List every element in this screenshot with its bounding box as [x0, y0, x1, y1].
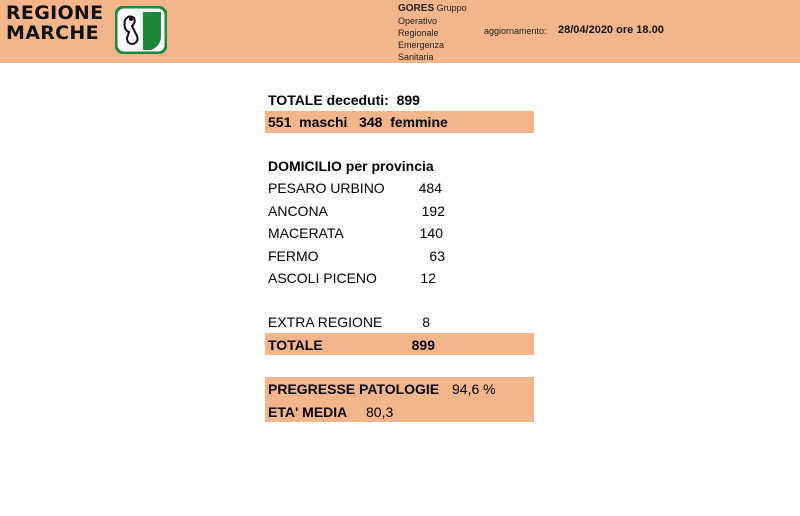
males-label: maschi: [299, 114, 348, 130]
province-row-name: ASCOLI PICENO: [268, 270, 377, 286]
total-deceased: [268, 91, 420, 109]
gores-title: GORES: [398, 3, 435, 14]
regione-marche-logo: [6, 4, 166, 56]
total-deceased-label: TOTALE deceduti:: [268, 92, 389, 108]
gores-subtitle: Gruppo: [436, 3, 467, 13]
province-total-label: TOTALE: [268, 337, 323, 353]
gores-line: Regionale: [398, 28, 439, 38]
average-age-value: 80,3: [366, 404, 394, 420]
females-value: 348: [359, 114, 383, 130]
gores-info: [398, 2, 467, 63]
pathologies-value: 94,6 %: [452, 381, 496, 397]
total-deceased-value: 899: [396, 92, 420, 108]
pathologies-label: PREGRESSE PATOLOGIE: [268, 381, 440, 397]
province-row-name: FERMO: [268, 248, 319, 264]
gender-split: [268, 113, 448, 131]
females-label: femmine: [390, 114, 448, 130]
province-row-value: 12: [420, 270, 436, 286]
province-total-value: 899: [411, 337, 435, 353]
province-row-value: 63: [429, 248, 445, 264]
header-band: [0, 0, 800, 63]
province-heading: DOMICILIO per provincia: [268, 158, 434, 174]
regional-crest-icon: [115, 6, 167, 54]
province-row-value: 484: [418, 180, 442, 196]
province-row-value: 192: [421, 203, 445, 219]
gores-line: Emergenza: [398, 40, 445, 50]
gores-line: Sanitaria: [398, 52, 434, 62]
province-row-name: PESARO URBINO: [268, 180, 385, 196]
province-row-name: ANCONA: [268, 203, 328, 219]
average-age-label: ETA' MEDIA: [268, 404, 348, 420]
update-label: aggiornamento:: [484, 26, 547, 36]
update-date: 28/04/2020 ore 18.00: [558, 24, 664, 36]
province-row-name: MACERATA: [268, 225, 344, 241]
males-value: 551: [268, 114, 292, 130]
extra-region-label: EXTRA REGIONE: [268, 314, 383, 330]
extra-region-value: 8: [422, 314, 430, 330]
logo-line-2: MARCHE: [6, 22, 99, 44]
province-row-value: 140: [419, 225, 443, 241]
gores-line: Operativo: [398, 16, 438, 26]
logo-line-1: REGIONE: [6, 2, 104, 24]
